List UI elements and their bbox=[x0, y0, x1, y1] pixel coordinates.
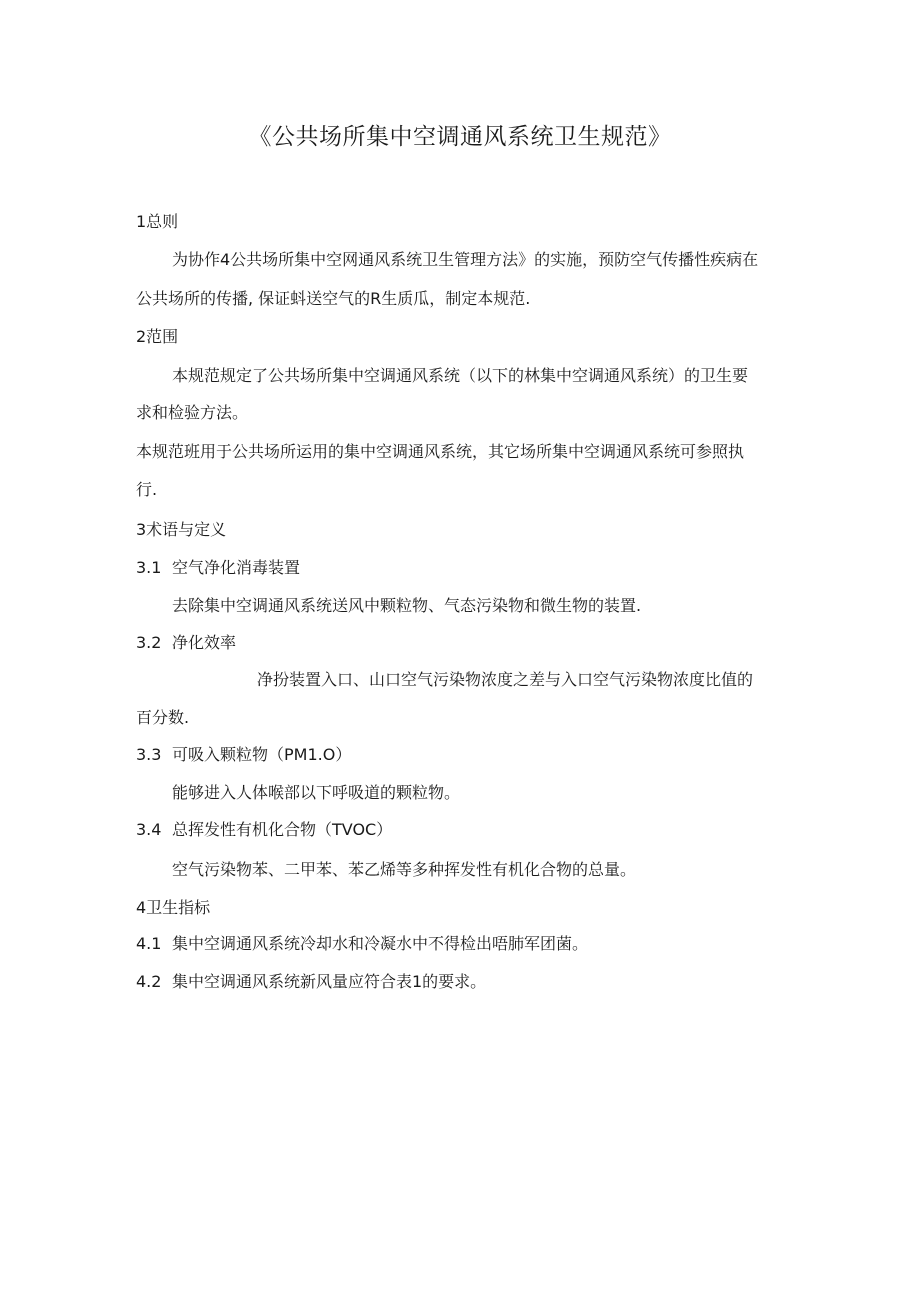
section-1-paragraph-line: 为协作4公共场所集中空网通风系统卫生管理方法》的实施，预防空气传播性疾病在 bbox=[172, 250, 759, 269]
section-1-paragraph-line: 公共场所的传播, 保证蚪送空气的R生质瓜，制定本规范. bbox=[136, 289, 531, 308]
section-2-paragraph-line: 求和检验方法。 bbox=[136, 403, 249, 422]
clause-title: 总挥发性有机化合物（TVOC） bbox=[172, 820, 393, 839]
clause-4-1 bbox=[136, 934, 588, 954]
clause-title: 空气净化消毒装置 bbox=[172, 558, 301, 577]
clause-4-2 bbox=[136, 972, 486, 992]
clause-number: 3.3 bbox=[136, 745, 162, 764]
clause-number: 3.1 bbox=[136, 558, 162, 577]
section-2-paragraph-line: 本规范班用于公共场所运用的集中空调通风系统，其它场所集中空调通风系统可参照执 bbox=[136, 442, 745, 461]
clause-number: 4.2 bbox=[136, 972, 162, 991]
clause-number: 4.1 bbox=[136, 934, 162, 953]
section-4-heading: 4卫生指标 bbox=[136, 898, 211, 917]
section-2-paragraph-line: 行. bbox=[136, 480, 158, 499]
clause-3-3-text: 能够进入人体喉部以下呼吸道的颗粒物。 bbox=[172, 783, 461, 802]
clause-text: 集中空调通风系统新风量应符合表1的要求。 bbox=[172, 972, 487, 991]
clause-3-4-heading bbox=[136, 820, 392, 840]
clause-number: 3.2 bbox=[136, 633, 162, 652]
clause-3-1-heading bbox=[136, 558, 300, 578]
clause-3-3-heading bbox=[136, 745, 351, 765]
clause-3-2-text-line: 百分数. bbox=[136, 708, 190, 727]
section-2-heading: 2范围 bbox=[136, 327, 179, 346]
clause-number: 3.4 bbox=[136, 820, 162, 839]
section-1-heading: 1总则 bbox=[136, 212, 179, 231]
clause-3-4-text: 空气污染物苯、二甲苯、苯乙烯等多种挥发性有机化合物的总量。 bbox=[172, 860, 637, 879]
document-title: 《公共场所集中空调通风系统卫生规范》 bbox=[248, 124, 672, 150]
clause-title: 净化效率 bbox=[172, 633, 237, 652]
clause-3-1-text: 去除集中空调通风系统送风中颗粒物、气态污染物和微生物的装置. bbox=[172, 596, 642, 615]
clause-3-2-heading bbox=[136, 633, 236, 653]
section-3-heading: 3术语与定义 bbox=[136, 520, 227, 539]
section-2-paragraph-line: 本规范规定了公共场所集中空调通风系统（以下的林集中空调通风系统）的卫生要 bbox=[172, 366, 749, 385]
clause-text: 集中空调通风系统冷却水和冷凝水中不得检出唔肺军团菌。 bbox=[172, 934, 589, 953]
clause-title: 可吸入颗粒物（PM1.O） bbox=[172, 745, 352, 764]
clause-3-2-text-line: 净扮装置入口、山口空气污染物浓度之差与入口空气污染物浓度比值的 bbox=[257, 670, 754, 689]
